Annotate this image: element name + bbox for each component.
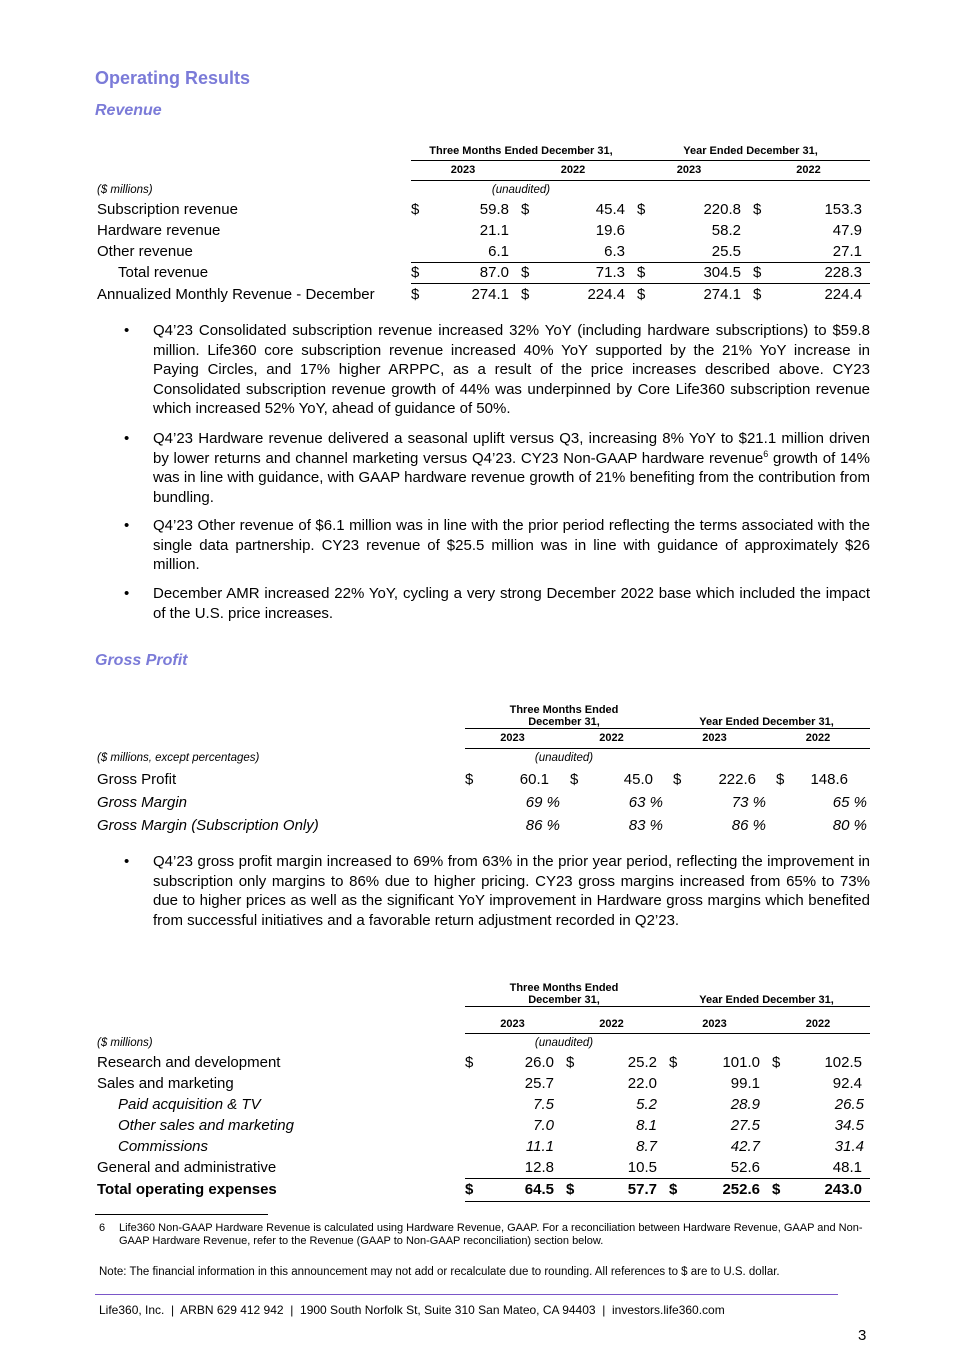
header-year-ended: Year Ended December 31, [631, 143, 870, 160]
bullet-item [124, 321, 870, 419]
cell-value: 57.7 [590, 1178, 663, 1201]
year-header: 2023 [631, 160, 747, 180]
footnote-number: 6 [99, 1222, 106, 1234]
header-line: Three Months Ended [509, 981, 619, 994]
cell-value: 25.2 [627, 1054, 657, 1071]
cell-value: 7.0 [533, 1117, 554, 1134]
year-header: 2022 [747, 160, 870, 180]
cell-value: 252.6 [693, 1178, 766, 1201]
table-row [97, 1073, 870, 1094]
cell-value: 25.7 [524, 1075, 554, 1092]
cell-value: 92.4 [832, 1075, 862, 1092]
gross-profit-subheading: Gross Profit [95, 652, 188, 669]
cell-value: 220.8 [703, 201, 741, 218]
bullet-icon: • [124, 517, 130, 534]
revenue-subheading: Revenue [95, 102, 162, 119]
cell-value: 8.7 [636, 1138, 657, 1155]
row-label: Gross Margin (Subscription Only) [97, 817, 319, 834]
cell-value: 42.7 [730, 1138, 760, 1155]
cell-value: 26.5 [834, 1096, 864, 1113]
row-label: Research and development [97, 1054, 281, 1071]
opex-table [97, 976, 870, 1202]
cell-value: 5.2 [636, 1096, 657, 1113]
cell-value: 274.1 [703, 286, 741, 304]
row-label: Gross Margin [97, 794, 188, 811]
table-row [97, 1157, 870, 1178]
dollar-sign: $ [465, 1178, 489, 1201]
cell-value: 22.0 [627, 1075, 657, 1092]
table-row [97, 814, 870, 837]
year-header: 2022 [560, 1006, 663, 1033]
cell-value: 45.4 [595, 201, 625, 218]
cell-value: 6.3 [545, 241, 631, 262]
dollar-sign: $ [560, 1178, 590, 1201]
cell-value: 47.9 [832, 222, 862, 239]
cell-value: 71.3 [545, 262, 631, 283]
cell-value: 224.4 [587, 286, 625, 304]
cell-value: 21.1 [479, 222, 509, 239]
bullet-item [124, 429, 870, 507]
units-label: ($ millions) [97, 183, 153, 196]
unaudited-label: (unaudited) [534, 1036, 594, 1049]
rounding-note: Note: The financial information in this announcement may not add or recalculate due to rounding. All references to $ are to U.S. dollar. [99, 1266, 780, 1278]
cell-value: 10.5 [590, 1157, 663, 1178]
units-label: ($ millions, except percentages) [97, 751, 260, 764]
row-label: Hardware revenue [97, 222, 221, 239]
table-row [97, 767, 870, 791]
table-row [97, 1178, 870, 1201]
unaudited-label: (unaudited) [491, 183, 551, 196]
cell-value: 63 % [628, 794, 663, 811]
row-label: Subscription revenue [97, 201, 238, 218]
cell-value: 45.0 [623, 770, 653, 788]
units-label: ($ millions) [97, 1036, 153, 1049]
table-row [97, 791, 870, 814]
header-three-months [465, 699, 663, 728]
row-label: Total revenue [118, 264, 209, 281]
cell-value: 65 % [832, 794, 867, 811]
cell-value: 12.8 [489, 1157, 560, 1178]
cell-value: 25.5 [661, 241, 747, 262]
header-line: December 31, [528, 715, 600, 728]
dollar-sign: $ [663, 1178, 693, 1201]
page-number: 3 [858, 1327, 867, 1344]
header-line: December 31, [528, 993, 600, 1006]
dollar-sign: $ [753, 201, 762, 218]
dollar-sign: $ [673, 770, 682, 788]
year-header: 2022 [766, 1006, 870, 1033]
cell-value: 59.8 [479, 201, 509, 218]
bullet-text-part: Q4’23 Hardware revenue delivered a seasonal uplift versus Q3, increasing 8% YoY to $21.1 million driven by lower returns and channel marketing versus Q4’23. CY23 Non-GAAP hardware revenue [153, 430, 870, 467]
bullet-icon: • [124, 430, 130, 447]
year-header: 2023 [411, 160, 515, 180]
dollar-sign: $ [772, 1054, 781, 1071]
cell-value: 101.0 [722, 1054, 760, 1071]
dollar-sign: $ [411, 262, 429, 283]
cell-value: 102.5 [824, 1054, 862, 1071]
cell-value: 224.4 [824, 286, 862, 304]
dollar-sign: $ [637, 201, 646, 218]
cell-value: 64.5 [489, 1178, 560, 1201]
dollar-sign: $ [411, 201, 420, 218]
header-year-ended: Year Ended December 31, [663, 699, 870, 728]
cell-value: 80 % [832, 817, 867, 834]
footnote-separator [95, 1214, 268, 1215]
row-label: Gross Profit [97, 770, 177, 788]
table-row [97, 262, 870, 283]
section-heading: Operating Results [95, 68, 251, 88]
dollar-sign: $ [776, 770, 785, 788]
bullet-item [124, 852, 870, 930]
table-row [97, 199, 870, 220]
year-header: 2022 [766, 728, 870, 748]
table-row [97, 1094, 870, 1115]
year-header: 2023 [663, 1006, 766, 1033]
row-label: Paid acquisition & TV [118, 1096, 261, 1113]
bullet-text: December AMR increased 22% YoY, cycling a very strong December 2022 base which included the impact of the U.S. price increases. [153, 585, 870, 622]
table-row [97, 1136, 870, 1157]
cell-value: 148.6 [810, 770, 848, 788]
gross-profit-table [97, 699, 870, 837]
bullet-item [124, 584, 870, 623]
dollar-sign: $ [747, 262, 777, 283]
bullet-text: Q4’23 Consolidated subscription revenue increased 32% YoY (including hardware subscriptions) to $59.8 million. Life360 core subscription revenue increased 40% YoY supported by the 21% YoY increase in Paying Circles, and 17% higher ARPPC, as a result of the price increases described above. CY23 Consolidated subscription revenue growth of 44% was underpinned by Core Life360 subscription revenue which increased 52% YoY, ahead of guidance of 50%. [153, 322, 870, 417]
cell-value: 7.5 [533, 1096, 554, 1113]
cell-value: 274.1 [471, 286, 509, 304]
cell-value: 222.6 [718, 770, 756, 788]
cell-value: 83 % [628, 817, 663, 834]
row-label: Commissions [118, 1138, 209, 1155]
cell-value: 27.5 [730, 1117, 760, 1134]
cell-value: 304.5 [661, 262, 747, 283]
row-label: Sales and marketing [97, 1075, 234, 1092]
table-row [97, 220, 870, 241]
bullet-text: Q4’23 Other revenue of $6.1 million was in line with the prior period reflecting the terms associated with the single data partnership. CY23 revenue of $25.5 million was in line with guidance of approximately $26 million. [153, 517, 870, 573]
bullet-icon: • [124, 322, 130, 339]
dollar-sign: $ [465, 1054, 474, 1071]
dollar-sign: $ [465, 770, 474, 788]
year-header: 2022 [515, 160, 631, 180]
dollar-sign: $ [669, 1054, 678, 1071]
year-header: 2023 [465, 1006, 560, 1033]
table-row [97, 1052, 870, 1073]
unaudited-label: (unaudited) [534, 751, 594, 764]
cell-value: 73 % [731, 794, 766, 811]
cell-value: 99.1 [730, 1075, 760, 1092]
cell-value: 60.1 [519, 770, 549, 788]
bullet-icon: • [124, 853, 130, 870]
footer-text: Life360, Inc. | ARBN 629 412 942 | 1900 South Norfolk St, Suite 310 San Mateo, CA 94403 | investors.life360.com [99, 1303, 725, 1317]
header-year-ended: Year Ended December 31, [663, 976, 870, 1006]
cell-value: 86 % [525, 817, 560, 834]
cell-value: 87.0 [429, 262, 515, 283]
year-header: 2023 [465, 728, 560, 748]
bullet-text-part: growth of 14% was in line with guidance, with GAAP hardware revenue growth of 21% benefiting from the contribution from bundling. [153, 449, 870, 506]
dollar-sign: $ [766, 1178, 796, 1201]
dollar-sign: $ [521, 201, 530, 218]
row-label: Other revenue [97, 243, 193, 260]
row-label: General and administrative [97, 1159, 277, 1176]
cell-value: 58.2 [711, 222, 741, 239]
cell-value: 27.1 [777, 241, 870, 262]
cell-value: 48.1 [796, 1157, 870, 1178]
dollar-sign: $ [411, 286, 420, 304]
cell-value: 31.4 [834, 1138, 864, 1155]
dollar-sign: $ [637, 286, 646, 304]
dollar-sign: $ [753, 286, 762, 304]
cell-value: 28.9 [730, 1096, 760, 1113]
year-header: 2023 [663, 728, 766, 748]
cell-value: 34.5 [834, 1117, 864, 1134]
bullet-item [124, 516, 870, 575]
header-line: Three Months Ended [509, 703, 619, 716]
revenue-table [97, 143, 870, 306]
cell-value: 8.1 [636, 1117, 657, 1134]
cell-value: 26.0 [524, 1054, 554, 1071]
table-row [97, 283, 870, 306]
bullet-text [153, 429, 870, 507]
footnote-ref: 6 [763, 448, 769, 459]
cell-value: 11.1 [525, 1138, 554, 1155]
dollar-sign: $ [631, 262, 661, 283]
table-row [97, 241, 870, 262]
bullet-text: Q4’23 gross profit margin increased to 69% from 63% in the prior year period, reflecting the improvement in subscription only margins to 86% due to higher pricing. CY23 gross margins increased from 65% to 73% due to higher prices as well as the significant YoY improvement in Hardware gross margins which benefited from successful initiatives and a favorable return adjustment recorded in Q2’23. [153, 853, 870, 929]
header-three-months [465, 976, 663, 1006]
cell-value: 52.6 [693, 1157, 766, 1178]
cell-value: 153.3 [824, 201, 862, 218]
dollar-sign: $ [570, 770, 579, 788]
dollar-sign: $ [566, 1054, 575, 1071]
bullet-icon: • [124, 585, 130, 602]
year-header: 2022 [560, 728, 663, 748]
cell-value: 69 % [525, 794, 560, 811]
cell-value: 6.1 [429, 241, 515, 262]
cell-value: 19.6 [595, 222, 625, 239]
table-row [97, 1115, 870, 1136]
footer-rule [95, 1294, 838, 1295]
header-three-months: Three Months Ended December 31, [411, 143, 631, 160]
cell-value: 86 % [731, 817, 766, 834]
dollar-sign: $ [521, 286, 530, 304]
cell-value: 228.3 [777, 262, 870, 283]
cell-value: 243.0 [796, 1178, 870, 1201]
row-label: Total operating expenses [97, 1181, 277, 1198]
dollar-sign: $ [515, 262, 545, 283]
row-label: Other sales and marketing [118, 1117, 294, 1134]
row-label: Annualized Monthly Revenue - December [97, 286, 375, 303]
footnote-text: Life360 Non-GAAP Hardware Revenue is calculated using Hardware Revenue, GAAP. For a reconciliation between Hardware Revenue, GAAP and Non-GAAP Hardware Revenue, refer to the Revenue (GAAP to Non-GAAP reconciliation) section below. [119, 1222, 863, 1247]
